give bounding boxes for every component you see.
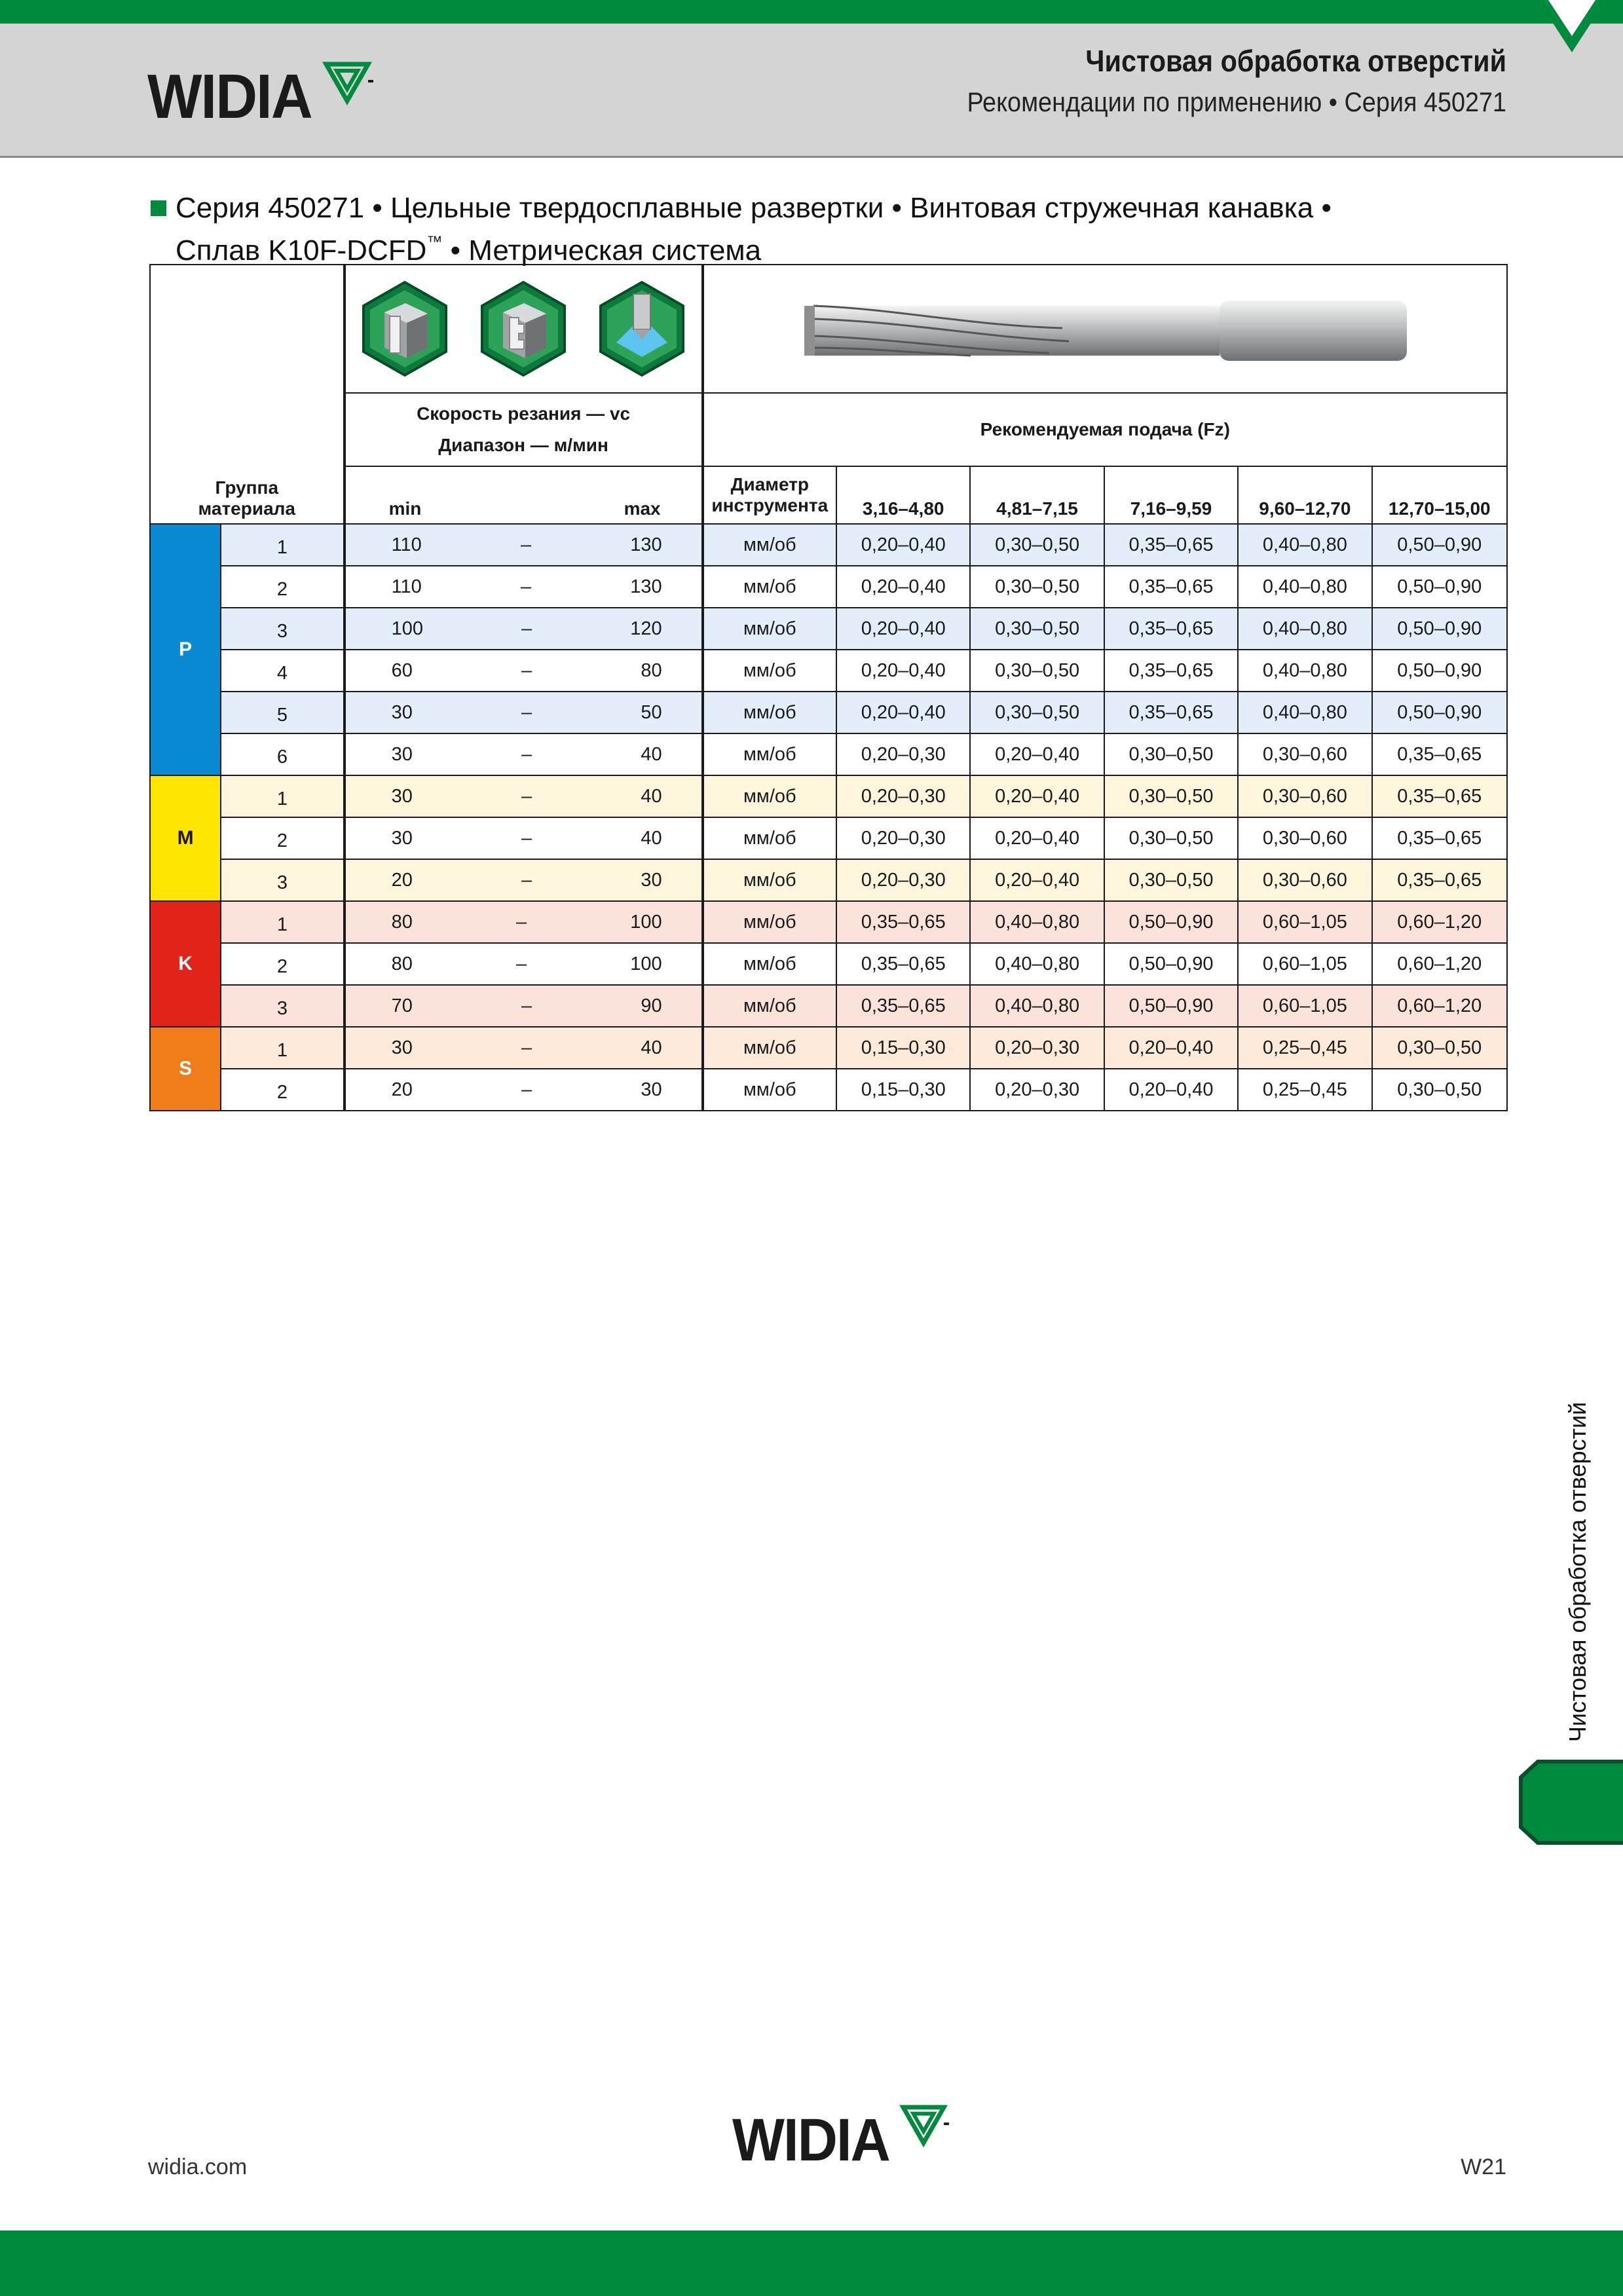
subgroup-number: 1 — [221, 901, 344, 943]
feed-value: 0,30–0,50 — [1104, 817, 1238, 859]
feed-value: 0,25–0,45 — [1238, 1069, 1371, 1111]
speed-range: 100 – 120 — [345, 608, 703, 650]
table-row — [150, 775, 1507, 817]
feed-value: 0,50–0,90 — [1372, 650, 1507, 692]
material-group-p: P — [150, 524, 221, 775]
subgroup-number: 1 — [221, 524, 344, 566]
feed-value: 0,50–0,90 — [1372, 524, 1507, 566]
feed-value: 0,20–0,40 — [1104, 1027, 1238, 1069]
table-row — [150, 1069, 1507, 1111]
feed-value: 0,35–0,65 — [1104, 650, 1238, 692]
table-row — [150, 524, 1507, 566]
unit: мм/об — [703, 1069, 836, 1111]
feed-value: 0,60–1,05 — [1238, 901, 1371, 943]
diameter-range-5: 12,70–15,00 — [1372, 466, 1507, 524]
feed-value: 0,35–0,65 — [1372, 733, 1507, 775]
feed-value: 0,60–1,20 — [1372, 943, 1507, 985]
feed-value: 0,20–0,30 — [836, 859, 970, 901]
material-group-m: M — [150, 775, 221, 901]
unit: мм/об — [703, 901, 836, 943]
widia-logo-icon — [899, 2103, 950, 2148]
speed-range: 70 – 90 — [345, 985, 703, 1027]
table-row — [150, 943, 1507, 985]
feed-value: 0,20–0,40 — [836, 524, 970, 566]
speed-header: Скорость резания — vc Диапазон — м/мин — [345, 393, 703, 466]
feed-value: 0,20–0,40 — [836, 650, 970, 692]
feed-value: 0,30–0,50 — [970, 566, 1104, 608]
feed-value: 0,20–0,40 — [836, 692, 970, 733]
feed-value: 0,60–1,20 — [1372, 985, 1507, 1027]
coolant-through-icon — [597, 280, 687, 378]
speed-range: 80 – 100 — [345, 943, 703, 985]
unit: мм/об — [703, 524, 836, 566]
feed-value: 0,20–0,30 — [970, 1069, 1104, 1111]
speed-range: 20 – 30 — [345, 1069, 703, 1111]
feed-value: 0,50–0,90 — [1372, 692, 1507, 733]
feed-value: 0,25–0,45 — [1238, 1027, 1371, 1069]
widia-logo — [147, 62, 375, 132]
feed-value: 0,30–0,50 — [970, 692, 1104, 733]
feed-value: 0,35–0,65 — [1372, 775, 1507, 817]
feed-value: 0,30–0,60 — [1238, 775, 1371, 817]
feed-value: 0,30–0,50 — [970, 608, 1104, 650]
feed-value: 0,60–1,05 — [1238, 943, 1371, 985]
feed-value: 0,30–0,60 — [1238, 859, 1371, 901]
top-green-bar — [0, 0, 1623, 24]
unit: мм/об — [703, 943, 836, 985]
feed-value: 0,35–0,65 — [836, 901, 970, 943]
reamer-image-cell — [703, 265, 1507, 393]
feed-value: 0,40–0,80 — [1238, 566, 1371, 608]
feed-value: 0,60–1,05 — [1238, 985, 1371, 1027]
section-heading-line1: Серия 450271 • Цельные твердосплавные развертки • Винтовая стружечная канавка • — [151, 191, 1332, 225]
feed-value: 0,20–0,40 — [836, 566, 970, 608]
subgroup-number: 5 — [221, 692, 344, 733]
diameter-range-1: 3,16–4,80 — [836, 466, 970, 524]
speed-range: 20 – 30 — [345, 859, 703, 901]
feed-value: 0,30–0,50 — [970, 524, 1104, 566]
speed-range: 80 – 100 — [345, 901, 703, 943]
speed-range: 110 – 130 — [345, 524, 703, 566]
footer-widia-logo — [732, 2107, 950, 2174]
feed-value: 0,50–0,90 — [1372, 608, 1507, 650]
side-tab-label: Чистовая обработка отверстий — [1564, 1401, 1591, 1742]
feed-value: 0,15–0,30 — [836, 1069, 970, 1111]
feed-value: 0,50–0,90 — [1372, 566, 1507, 608]
unit: мм/об — [703, 775, 836, 817]
table-row — [150, 901, 1507, 943]
logo-wordmark: WIDIA — [147, 62, 312, 132]
footer-logo-wordmark: WIDIA — [732, 2107, 889, 2174]
feed-value: 0,35–0,65 — [836, 985, 970, 1027]
feed-value: 0,20–0,40 — [836, 608, 970, 650]
unit: мм/об — [703, 650, 836, 692]
table-body — [150, 524, 1507, 1111]
speed-range: 110 – 130 — [345, 566, 703, 608]
subgroup-number: 6 — [221, 733, 344, 775]
feed-value: 0,30–0,50 — [1372, 1027, 1507, 1069]
table-row — [150, 608, 1507, 650]
blind-hole-icon — [478, 280, 569, 378]
subgroup-number: 3 — [221, 608, 344, 650]
page-title: Чистовая обработка отверстий — [1085, 44, 1506, 78]
page-number: W21 — [1461, 2155, 1506, 2179]
speed-range: 30 – 40 — [345, 775, 703, 817]
material-group-k: K — [150, 901, 221, 1027]
table-row — [150, 859, 1507, 901]
feed-header: Рекомендуемая подача (Fz) — [703, 393, 1507, 466]
icons-cell — [345, 265, 703, 393]
feed-value: 0,40–0,80 — [1238, 692, 1371, 733]
feed-value: 0,35–0,65 — [836, 943, 970, 985]
feed-value: 0,20–0,30 — [836, 775, 970, 817]
speed-range: 30 – 40 — [345, 733, 703, 775]
feed-value: 0,20–0,40 — [970, 733, 1104, 775]
table-row — [150, 692, 1507, 733]
subgroup-number: 1 — [221, 775, 344, 817]
table-row — [150, 817, 1507, 859]
subgroup-number: 2 — [221, 943, 344, 985]
unit: мм/об — [703, 985, 836, 1027]
unit: мм/об — [703, 692, 836, 733]
feed-value: 0,50–0,90 — [1104, 985, 1238, 1027]
feed-speed-table — [149, 264, 1508, 1111]
speed-range: 30 – 40 — [345, 1027, 703, 1069]
feed-value: 0,30–0,50 — [1104, 733, 1238, 775]
feed-value: 0,20–0,30 — [836, 817, 970, 859]
unit: мм/об — [703, 566, 836, 608]
feed-value: 0,35–0,65 — [1104, 608, 1238, 650]
table-row — [150, 650, 1507, 692]
feed-value: 0,35–0,65 — [1104, 566, 1238, 608]
feed-value: 0,30–0,60 — [1238, 733, 1371, 775]
feed-value: 0,30–0,50 — [1104, 859, 1238, 901]
feed-value: 0,40–0,80 — [1238, 650, 1371, 692]
feed-value: 0,40–0,80 — [970, 985, 1104, 1027]
table-row — [150, 566, 1507, 608]
diameter-header: Диаметр инструмента — [703, 466, 836, 524]
unit: мм/об — [703, 817, 836, 859]
widia-logo-icon — [322, 60, 375, 106]
subgroup-number: 3 — [221, 985, 344, 1027]
subgroup-number: 4 — [221, 650, 344, 692]
subgroup-number: 3 — [221, 859, 344, 901]
subgroup-number: 2 — [221, 817, 344, 859]
feed-value: 0,30–0,50 — [1104, 775, 1238, 817]
reamer-product-image — [761, 280, 1449, 378]
section-heading-line2: Сплав K10F-DCFD™ • Метрическая система — [176, 233, 762, 267]
feed-value: 0,20–0,30 — [836, 733, 970, 775]
feed-value: 0,35–0,65 — [1372, 817, 1507, 859]
section-heading — [151, 191, 1332, 268]
feed-value: 0,30–0,60 — [1238, 817, 1371, 859]
speed-range: 30 – 40 — [345, 817, 703, 859]
feed-value: 0,40–0,80 — [970, 901, 1104, 943]
feed-value: 0,35–0,65 — [1104, 692, 1238, 733]
feed-value: 0,50–0,90 — [1104, 943, 1238, 985]
material-group-s: S — [150, 1027, 221, 1111]
subgroup-number: 2 — [221, 566, 344, 608]
green-square-bullet-icon — [151, 200, 166, 216]
feed-value: 0,60–1,20 — [1372, 901, 1507, 943]
diameter-range-4: 9,60–12,70 — [1238, 466, 1371, 524]
diameter-range-2: 4,81–7,15 — [970, 466, 1104, 524]
feed-value: 0,20–0,40 — [970, 817, 1104, 859]
table-row — [150, 985, 1507, 1027]
material-group-header: Группа материала — [150, 265, 345, 524]
top-notch-inner — [1548, 0, 1595, 36]
unit: мм/об — [703, 1027, 836, 1069]
diameter-range-3: 7,16–9,59 — [1104, 466, 1238, 524]
feed-value: 0,40–0,80 — [1238, 608, 1371, 650]
feed-value: 0,30–0,50 — [970, 650, 1104, 692]
feed-value: 0,35–0,65 — [1104, 524, 1238, 566]
speed-min-max-header: min max — [345, 466, 703, 524]
feed-value: 0,20–0,30 — [970, 1027, 1104, 1069]
page-subtitle: Рекомендации по применению • Серия 450271 — [967, 86, 1506, 117]
footer-url: widia.com — [148, 2155, 248, 2179]
feed-value: 0,30–0,50 — [1372, 1069, 1507, 1111]
feed-value: 0,15–0,30 — [836, 1027, 970, 1069]
feed-value: 0,20–0,40 — [970, 859, 1104, 901]
feed-value: 0,20–0,40 — [1104, 1069, 1238, 1111]
feed-value: 0,50–0,90 — [1104, 901, 1238, 943]
through-hole-icon — [360, 280, 450, 378]
table-row — [150, 1027, 1507, 1069]
unit: мм/об — [703, 608, 836, 650]
feed-value: 0,40–0,80 — [970, 943, 1104, 985]
unit: мм/об — [703, 859, 836, 901]
feed-value: 0,35–0,65 — [1372, 859, 1507, 901]
speed-range: 60 – 80 — [345, 650, 703, 692]
table-row — [150, 733, 1507, 775]
bottom-green-bar — [0, 2231, 1623, 2296]
speed-range: 30 – 50 — [345, 692, 703, 733]
side-tab-marker — [1518, 1756, 1623, 1848]
subgroup-number: 2 — [221, 1069, 344, 1111]
unit: мм/об — [703, 733, 836, 775]
subgroup-number: 1 — [221, 1027, 344, 1069]
feed-value: 0,40–0,80 — [1238, 524, 1371, 566]
feed-value: 0,20–0,40 — [970, 775, 1104, 817]
